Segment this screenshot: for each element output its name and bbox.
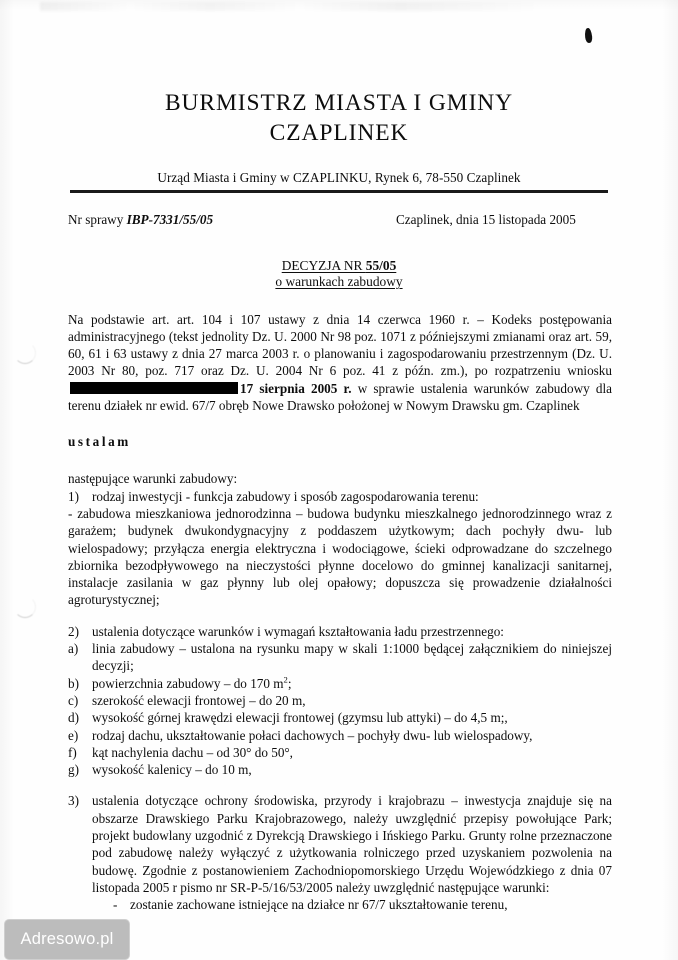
section-3-head-text: ustalenia dotyczące ochrony środowiska, przyrody i krajobrazu – inwestycja znajduje się na obszarze Drawskiego Parku Krajobrazowego, należy uwzględnić przepisy powołujące Park; projekt budowlany uzgodnić z Dyrekcją Drawskiego i Ińskiego Parku. Grunty rolne przeznaczone pod zabudowę należy wyłączyć z użytkowania rolniczego przed uzyskaniem pozwolenia na budowę. Zgodnie z postanowieniem Zachodniopomorskiego Urzędu Wojewódzkiego z dnia 07 listopada 2005 r pismo nr SR-P-5/16/53/2005 należy uwzględnić następujące warunki: [92, 793, 612, 895]
decision-title-prefix: DECYZJA NR [281, 257, 366, 273]
watermark-badge [4, 919, 130, 960]
section-2-item-c [68, 692, 612, 709]
watermark-label: Adresowo.pl [20, 930, 114, 948]
organization-title-line-1: BURMISTRZ MIASTA I GMINY [164, 90, 514, 116]
section-2-item-d [68, 709, 612, 726]
case-number-value: IBP-7331/55/05 [126, 211, 214, 227]
decision-title-number: 55/05 [365, 257, 397, 273]
section-2-item-e-marker: e) [68, 727, 79, 743]
section-1 [0, 488, 678, 609]
organization-address: Urząd Miasta i Gminy w CZAPLINKU, Rynek 6, 78-550 Czaplinek [157, 170, 521, 185]
section-2-head-text: ustalenia dotyczące warunków i wymagań kształtowania ładu przestrzennego: [92, 623, 504, 639]
section-3 [0, 792, 678, 913]
preamble-paragraph [68, 311, 612, 415]
place-and-date: Czaplinek, dnia 15 listopada 2005 [396, 211, 576, 227]
section-2 [0, 623, 678, 779]
section-2-item-g-text: wysokość kalenicy – do 10 m, [92, 762, 252, 778]
section-2-item-b-marker: b) [68, 675, 79, 691]
spacer-after-section-1 [0, 609, 678, 623]
preamble-application-date: 17 sierpnia 2005 r. [240, 380, 352, 396]
section-2-item-f-marker: f) [68, 744, 77, 760]
section-2-item-d-text: wysokość górnej krawędzi elewacji frontowej (gzymsu lub attyki) – do 4,5 m;, [92, 710, 508, 726]
section-3-dash-item-1 [68, 896, 612, 913]
redaction-bar [70, 382, 238, 394]
section-2-item-a [68, 640, 612, 675]
header-divider-rule [70, 190, 608, 193]
section-2-item-f [68, 744, 612, 761]
decision-title-line-2: o warunkach zabudowy [275, 274, 403, 290]
case-number-block [68, 212, 213, 228]
section-2-item-b [68, 675, 612, 692]
section-2-item-g-marker: g) [68, 762, 79, 778]
organization-title-line-2: CZAPLINEK [269, 120, 409, 146]
section-2-item-c-marker: c) [68, 692, 79, 708]
section-1-head-text: rodzaj inwestycji - funkcja zabudowy i sposób zagospodarowania terenu: [92, 488, 479, 504]
case-number-label: Nr sprawy [68, 211, 124, 227]
document-meta-row [0, 212, 678, 230]
section-2-item-a-marker: a) [68, 641, 79, 657]
section-2-item-g [68, 761, 612, 778]
section-2-item-b-text-tail: ; [287, 675, 292, 691]
preamble-block [0, 311, 678, 415]
section-2-item-d-marker: d) [68, 710, 79, 726]
section-2-marker: 2) [68, 623, 79, 639]
section-1-head [68, 488, 612, 505]
section-2-item-e [68, 727, 612, 744]
ustalam-heading: ustalam [68, 434, 131, 450]
section-2-item-e-text: rodzaj dachu, ukształtowanie połaci dachowych – pochyły dwu- lub wielospadowy, [92, 727, 533, 743]
spacer-after-section-2 [0, 778, 678, 792]
section-2-item-a-text: linia zabudowy – ustalona na rysunku mapy w skali 1:1000 będącej załącznikiem do niniejszej decyzji; [92, 641, 612, 674]
decision-title [0, 258, 678, 291]
preamble-text-part-2: w sprawie ustalenia warunków zabudowy dla terenu działek nr ewid. 67/7 obręb Nowe Drawsko położonej w Nowym Drawsku gm. Czaplinek [68, 380, 612, 414]
section-3-dash-item-1-marker: - [113, 897, 118, 913]
section-3-marker: 3) [68, 793, 79, 809]
decision-title-line-1 [282, 258, 397, 275]
section-2-item-f-text: kąt nachylenia dachu – od 30° do 50°, [92, 744, 293, 760]
section-2-head [68, 623, 612, 640]
lead-in-text: następujące warunki zabudowy: [68, 471, 238, 487]
section-2-item-b-text: powierzchnia zabudowy – do 170 m [92, 675, 284, 691]
preamble-text-part-1: Na podstawie art. art. 104 i 107 ustawy z dnia 14 czerwca 1960 r. – Kodeks postępowania administracyjnego (tekst jednolity Dz. U. 2000 Nr 98 poz. 1071 z późniejszymi zmianami oraz art. 59, 60, 61 i 63 ustawy z dnia 27 marca 2003 r. o planowaniu i zagospodarowaniu przestrzennym (Dz. U. 2003 Nr 80, poz. 717 oraz Dz. U. 2004 Nr 6 poz. 41 z późn. zm.), po rozpatrzeniu wniosku [68, 311, 612, 379]
section-2-item-c-text: szerokość elewacji frontowej – do 20 m, [92, 692, 306, 708]
masthead [0, 88, 678, 193]
section-1-body: - zabudowa mieszkaniowa jednorodzinna – budowa budynku mieszkalnego jednorodzinnego wraz z garażem; budynek dwukondygnacyjny z poddaszem użytkowym; dach pochyły dwu- lub wielospadowy; przyłącza energia elektryczna i wodociągowe, ścieki odprowadzane do szczelnego zbiornika bezodpływowego na nieczystości płynne docelowo do gminnej kanalizacji sanitarnej, instalacje zasilania w gaz płynny lub olej opałowy; dopuszcza się prowadzenie działalności agroturystycznej; [68, 505, 612, 608]
section-3-dash-item-1-text: zostanie zachowane istniejące na działce nr 67/7 ukształtowanie terenu, [130, 897, 508, 913]
section-1-marker: 1) [68, 488, 79, 504]
section-2-item-b-superscript: 2 [283, 674, 288, 685]
section-3-head [68, 792, 612, 896]
